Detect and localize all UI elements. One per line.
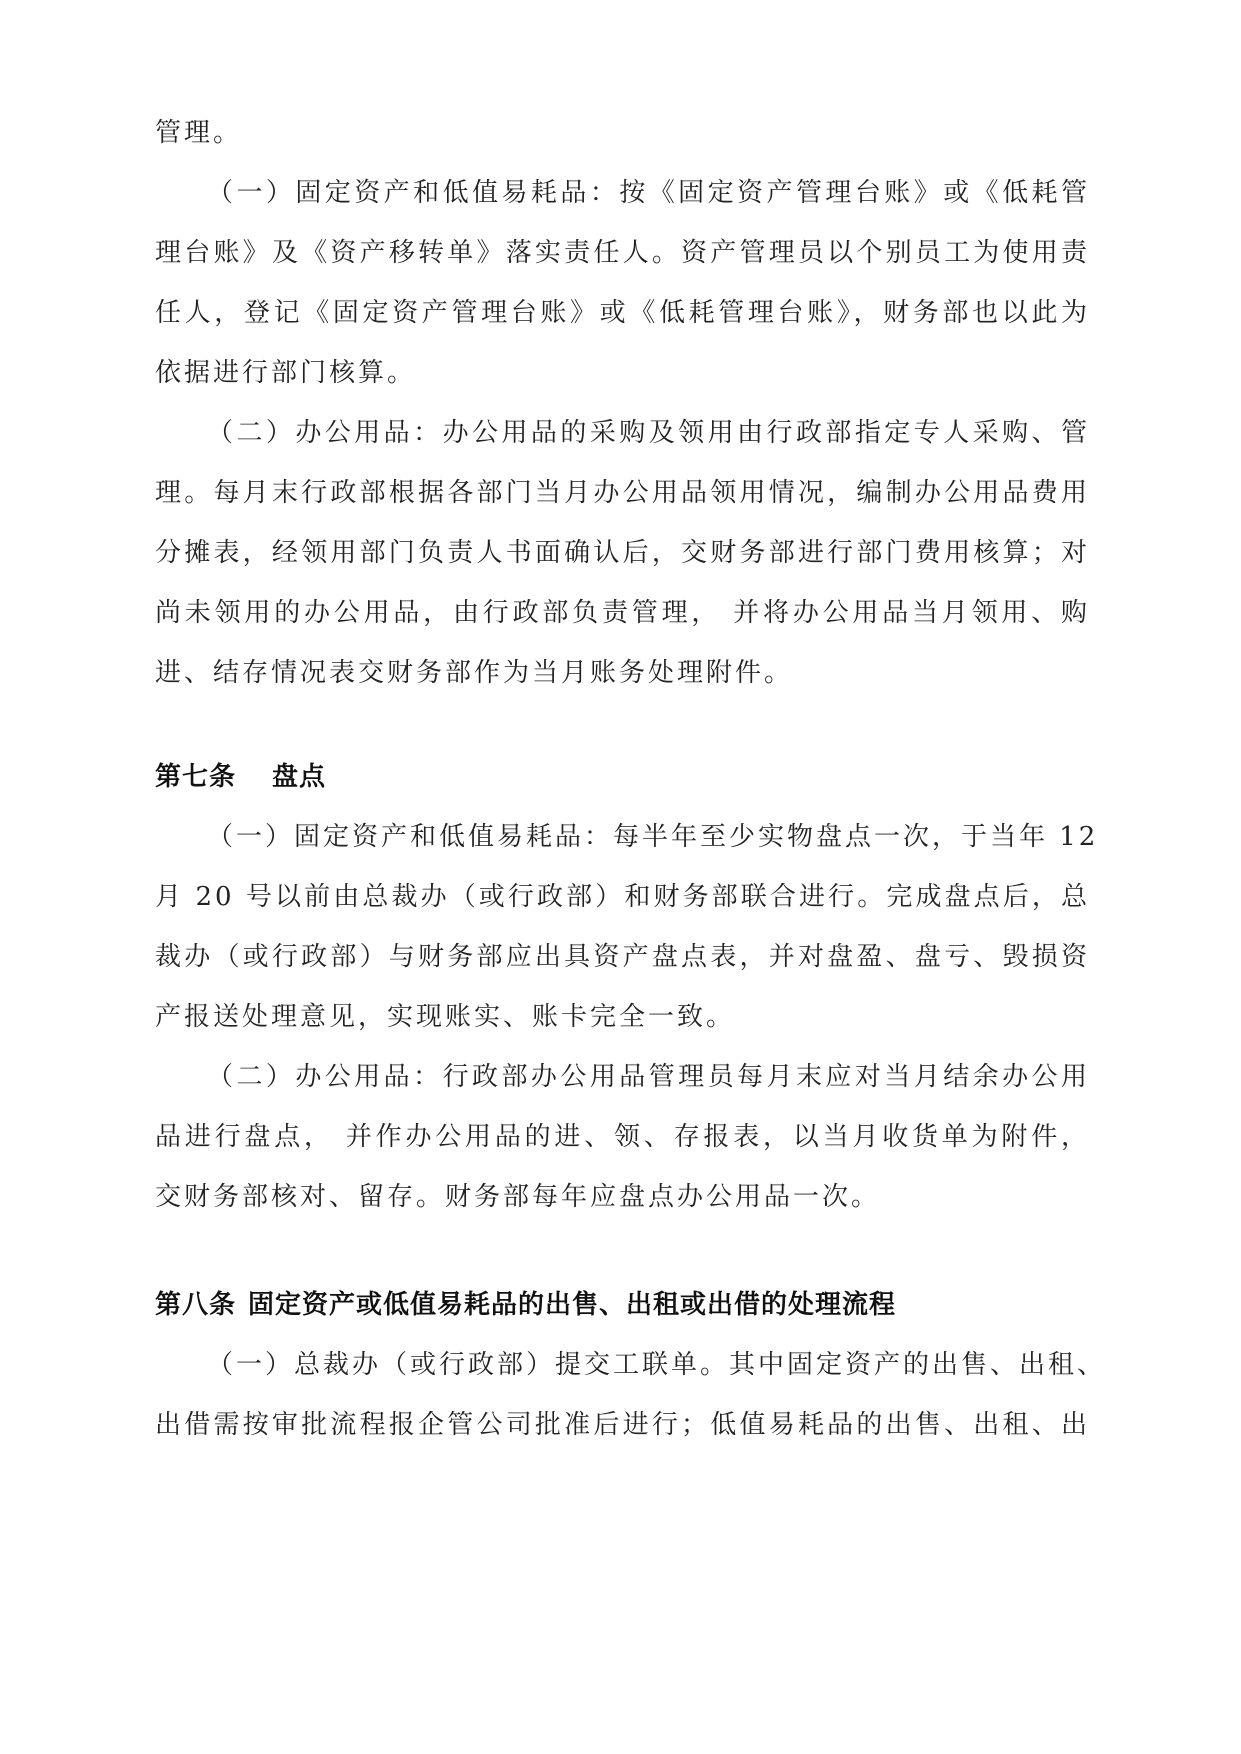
article-number: 第八条 <box>155 1290 237 1320</box>
article-title: 盘点 <box>272 762 327 792</box>
clause-7-1 <box>155 807 1099 1047</box>
paragraph-line: 理台账》及《资产移转单》落实责任人。资产管理员以个别员工为使用责 <box>155 238 1090 268</box>
paragraph-line: 管理。 <box>155 118 243 148</box>
document-page <box>155 103 1107 1455</box>
paragraph-line: 品进行盘点， 并作办公用品的进、领、存报表，以当月收货单为附件， <box>155 1122 1090 1152</box>
paragraph-line: 尚未领用的办公用品，由行政部负责管理， 并将办公用品当月领用、购 <box>155 598 1090 628</box>
paragraph-line: 月 20 号以前由总裁办（或行政部）和财务部联合进行。完成盘点后，总 <box>155 882 1090 912</box>
paragraph-line: （二）办公用品：办公用品的采购及领用由行政部指定专人采购、管 <box>207 418 1090 448</box>
article-8-heading <box>155 1275 1090 1335</box>
article-number: 第七条 <box>155 762 237 792</box>
paragraph-line: （二）办公用品：行政部办公用品管理员每月末应对当月结余办公用 <box>207 1062 1090 1092</box>
clause-6-1 <box>155 163 1090 403</box>
paragraph-line: 进、结存情况表交财务部作为当月账务处理附件。 <box>155 658 794 688</box>
paragraph-line: 产报送处理意见，实现账实、账卡完全一致。 <box>155 1002 736 1032</box>
paragraph-line: 出借需按审批流程报企管公司批准后进行；低值易耗品的出售、出租、出 <box>155 1410 1090 1440</box>
paragraph-line: （一）总裁办（或行政部）提交工联单。其中固定资产的出售、出租、 <box>207 1350 1107 1380</box>
clause-7-2 <box>155 1047 1090 1227</box>
paragraph-line: （一）固定资产和低值易耗品：每半年至少实物盘点一次，于当年 12 <box>207 822 1099 852</box>
paragraph-line: 裁办（或行政部）与财务部应出具资产盘点表，并对盘盈、盘亏、毁损资 <box>155 942 1090 972</box>
paragraph-line: 理。每月末行政部根据各部门当月办公用品领用情况，编制办公用品费用 <box>155 478 1090 508</box>
paragraph-line: （一）固定资产和低值易耗品：按《固定资产管理台账》或《低耗管 <box>207 178 1090 208</box>
paragraph-line: 交财务部核对、留存。财务部每年应盘点办公用品一次。 <box>155 1182 881 1212</box>
paragraph-line: 任人，登记《固定资产管理台账》或《低耗管理台账》，财务部也以此为 <box>155 298 1090 328</box>
article-7-heading <box>155 747 1090 807</box>
paragraph-line: 依据进行部门核算。 <box>155 358 417 388</box>
clause-8-1 <box>155 1335 1107 1455</box>
clause-6-2 <box>155 403 1090 703</box>
article-title: 固定资产或低值易耗品的出售、出租或出借的处理流程 <box>248 1290 897 1320</box>
paragraph-line: 分摊表，经领用部门负责人书面确认后，交财务部进行部门费用核算；对 <box>155 538 1090 568</box>
